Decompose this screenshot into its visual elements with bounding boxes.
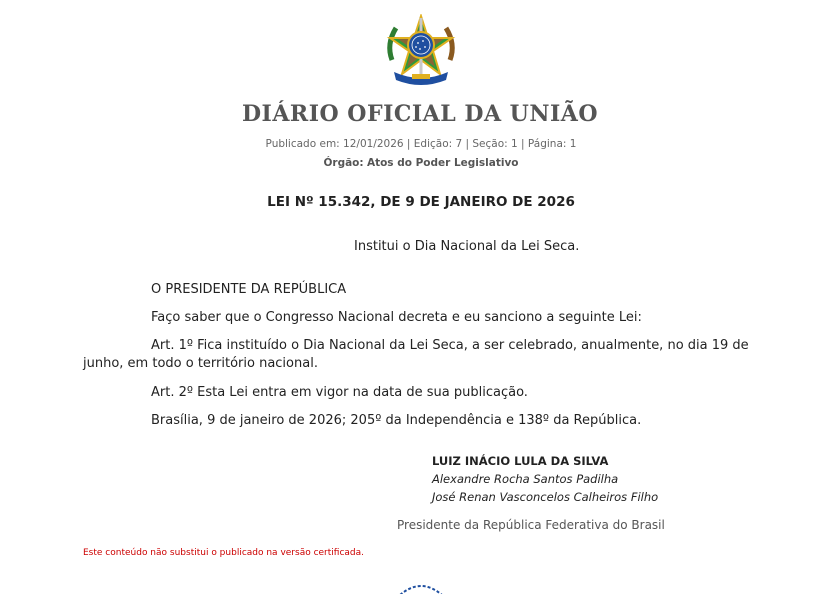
paragraph-article-1: Art. 1º Fica instituído o Dia Nacional da Lei Seca, a ser celebrado, anualmente, no dia 19 de junho, em todo o território nacional.: [83, 338, 749, 371]
masthead-title: DIÁRIO OFICIAL DA UNIÃO: [241, 101, 599, 127]
paragraph-article-2: Art. 2º Esta Lei entra em vigor na data de sua publicação.: [151, 385, 528, 400]
law-title: LEI Nº 15.342, DE 9 DE JANEIRO DE 2026: [267, 194, 575, 210]
paragraph-president: O PRESIDENTE DA REPÚBLICA: [151, 282, 347, 297]
orgao-line: [0, 157, 815, 169]
signature-minister: José Renan Vasconcelos Calheiros Filho: [432, 490, 659, 504]
law-ementa: Institui o Dia Nacional da Lei Seca.: [354, 239, 580, 254]
imprensa-nacional-icon: [394, 580, 448, 594]
orgao-label: Órgão:: [323, 157, 364, 169]
orgao-value: Atos do Poder Legislativo: [366, 157, 519, 169]
paragraph-place-date: Brasília, 9 de janeiro de 2026; 205º da Independência e 138º da República.: [151, 413, 642, 428]
brasao-republica-icon: [382, 14, 460, 86]
signature-president: LUIZ INÁCIO LULA DA SILVA: [432, 454, 609, 468]
signature-role: Presidente da República Federativa do Brasil: [397, 518, 665, 532]
signature-minister: Alexandre Rocha Santos Padilha: [432, 472, 619, 486]
paragraph-decree: Faço saber que o Congresso Nacional decreta e eu sanciono a seguinte Lei:: [151, 310, 642, 325]
signature-block: [432, 452, 658, 506]
disclaimer-text: Este conteúdo não substitui o publicado na versão certificada.: [83, 548, 365, 558]
publication-meta: Publicado em: 12/01/2026 | Edição: 7 | Seção: 1 | Página: 1: [265, 138, 577, 150]
